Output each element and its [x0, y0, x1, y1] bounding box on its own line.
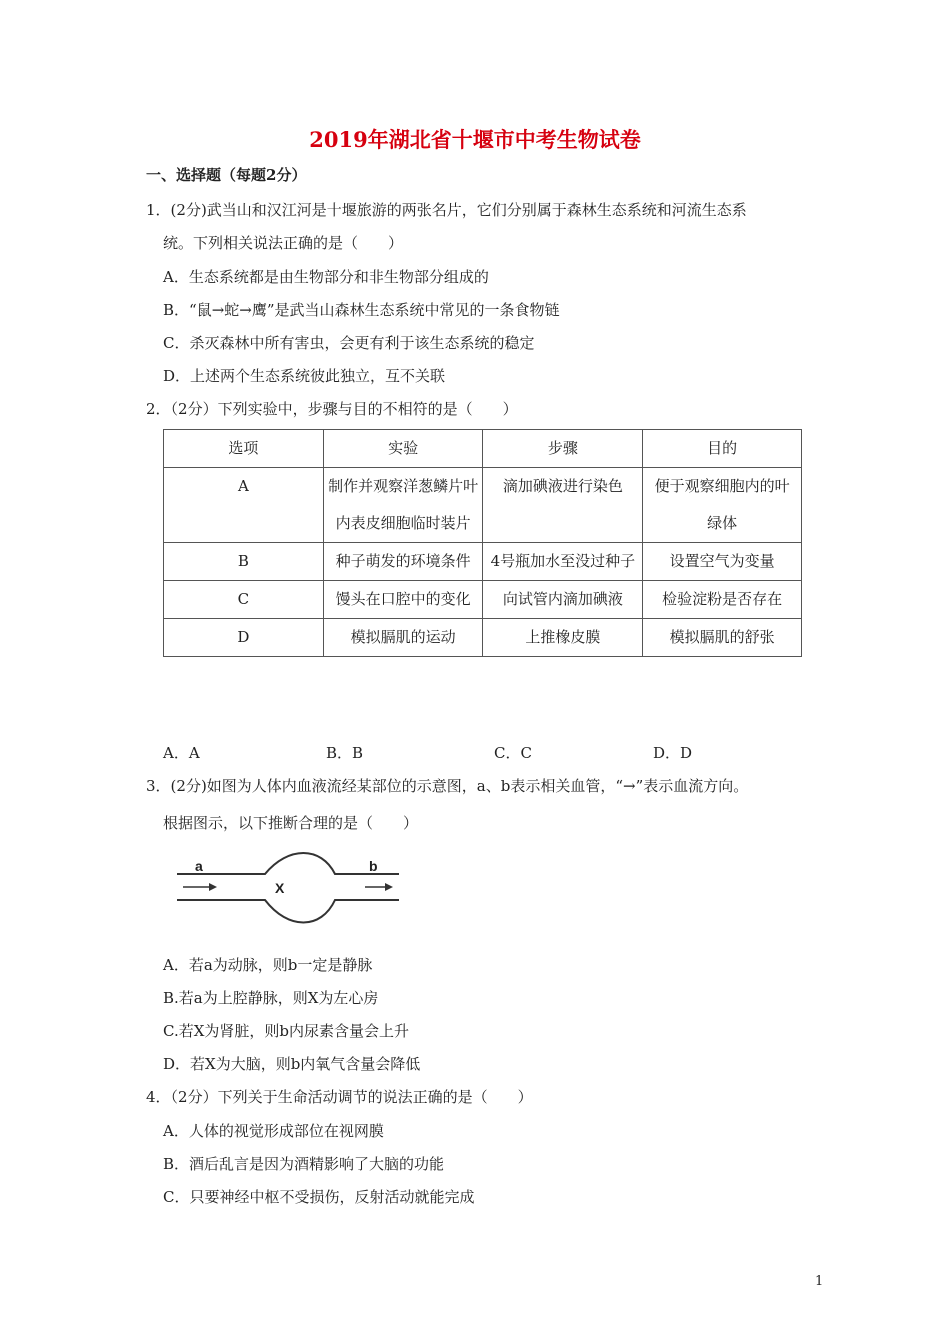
table-cell: 模拟膈肌的舒张	[643, 619, 802, 657]
table-header: 实验	[323, 430, 483, 468]
table-header: 步骤	[483, 430, 643, 468]
q4-option-c: C．只要神经中枢不受损伤，反射活动就能完成	[163, 1188, 475, 1206]
table-cell: 馒头在口腔中的变化	[323, 581, 483, 619]
label-b: b	[369, 858, 378, 874]
q3-option-c: C.若X为肾脏，则b内尿素含量会上升	[163, 1022, 409, 1040]
q2-answer-d: D．D	[653, 744, 693, 762]
q3-stem-line1: 3．(2分)如图为人体内血液流经某部位的示意图，a、b表示相关血管，“→”表示血流方向。	[146, 777, 749, 795]
arrow-head-a	[209, 883, 217, 891]
experiment-table	[163, 429, 802, 657]
q2-answer-c: C．C	[494, 744, 532, 762]
table-cell: A	[164, 468, 324, 543]
q4-option-a: A．人体的视觉形成部位在视网膜	[163, 1122, 384, 1140]
section-heading: 一、选择题（每题2分）	[146, 166, 307, 184]
vessel-a-wall	[177, 853, 399, 874]
page-number: 1	[815, 1274, 824, 1289]
arrow-head-b	[385, 883, 393, 891]
q2-stem: 2．（2分）下列实验中，步骤与目的不相符的是（ ）	[146, 400, 518, 418]
table-header-row	[164, 430, 802, 468]
table-cell: 种子萌发的环境条件	[323, 543, 483, 581]
page-title: 2019年湖北省十堰市中考生物试卷	[309, 127, 641, 152]
table-cell: 模拟膈肌的运动	[323, 619, 483, 657]
q2-answer-b: B．B	[326, 744, 364, 762]
q2-answer-a: A．A	[163, 744, 200, 762]
q3-option-a: A．若a为动脉，则b一定是静脉	[163, 956, 373, 974]
q4-option-b: B．酒后乱言是因为酒精影响了大脑的功能	[163, 1155, 445, 1173]
table-cell: 向试管内滴加碘液	[483, 581, 643, 619]
table-cell: 上推橡皮膜	[483, 619, 643, 657]
label-a: a	[195, 858, 203, 874]
q3-stem-line2: 根据图示，以下推断合理的是（ ）	[163, 814, 419, 832]
label-x: X	[275, 880, 285, 896]
q1-option-b: B．“鼠→蛇→鹰”是武当山森林生态系统中常见的一条食物链	[163, 301, 560, 319]
q1-option-a: A．生态系统都是由生物部分和非生物部分组成的	[163, 268, 489, 286]
table-cell: 设置空气为变量	[643, 543, 802, 581]
table-cell: 滴加碘液进行染色	[483, 468, 643, 543]
table-row	[164, 468, 802, 543]
table-row	[164, 581, 802, 619]
table-cell: D	[164, 619, 324, 657]
q4-stem: 4．（2分）下列关于生命活动调节的说法正确的是（ ）	[146, 1088, 533, 1106]
q1-stem-line2: 统。下列相关说法正确的是（ ）	[163, 234, 404, 252]
table-cell: B	[164, 543, 324, 581]
table-cell: 便于观察细胞内的叶绿体	[643, 468, 802, 543]
q3-option-b: B.若a为上腔静脉，则X为左心房	[163, 989, 379, 1007]
q1-option-d: D．上述两个生态系统彼此独立，互不关联	[163, 367, 446, 385]
vessel-b-wall	[177, 900, 399, 923]
q3-option-d: D．若X为大脑，则b内氧气含量会降低	[163, 1055, 421, 1073]
table-cell: 制作并观察洋葱鳞片叶内表皮细胞临时装片	[323, 468, 483, 543]
table-row	[164, 619, 802, 657]
table-cell: 4号瓶加水至没过种子	[483, 543, 643, 581]
q1-option-c: C．杀灭森林中所有害虫，会更有利于该生态系统的稳定	[163, 334, 535, 352]
q1-stem-line1: 1．(2分)武当山和汉江河是十堰旅游的两张名片，它们分别属于森林生态系统和河流生态系	[146, 201, 747, 219]
table-row	[164, 543, 802, 581]
table-cell: C	[164, 581, 324, 619]
table-header: 目的	[643, 430, 802, 468]
table-header: 选项	[164, 430, 324, 468]
blood-flow-diagram	[173, 850, 403, 932]
table-cell: 检验淀粉是否存在	[643, 581, 802, 619]
